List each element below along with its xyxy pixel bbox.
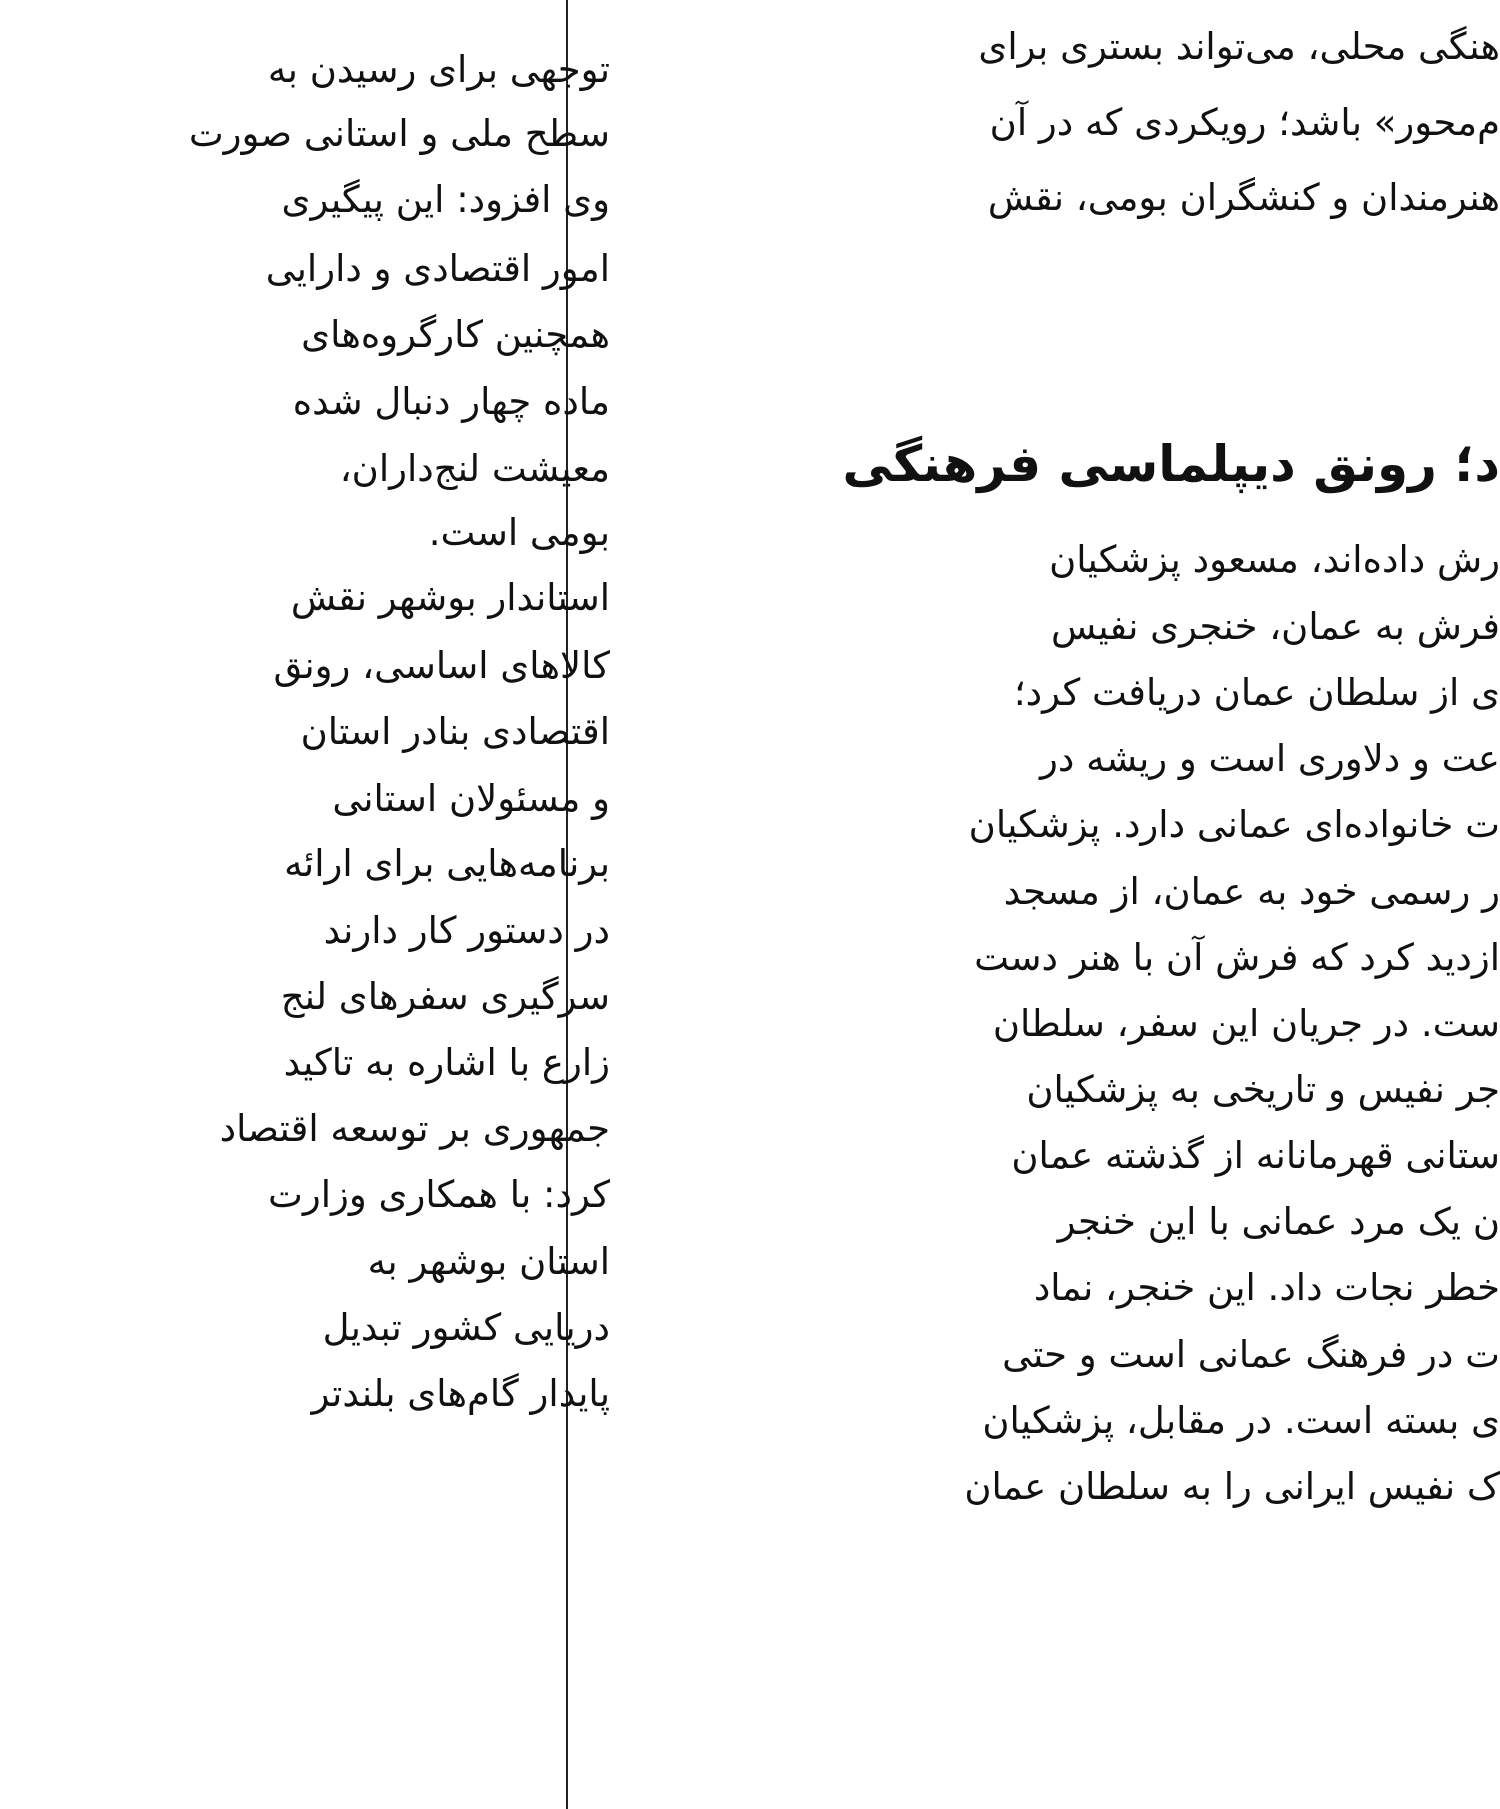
right-body-line: ت خانواده‌ای عمانی دارد. پزشکیان [968, 803, 1500, 846]
left-line: همچنین کارگروه‌های [301, 313, 610, 356]
left-line: پایدار گام‌های بلندتر [311, 1372, 610, 1415]
right-body-line: ر رسمی خود به عمان، از مسجد [1003, 870, 1500, 913]
left-line: زارع با اشاره به تاکید [283, 1041, 610, 1084]
right-body-line: ی بسته است. در مقابل، پزشکیان [982, 1399, 1500, 1442]
right-body-line: جر نفیس و تاریخی به پزشکیان [1026, 1068, 1500, 1111]
left-line: ماده چهار دنبال شده [292, 380, 610, 423]
left-line: سطح ملی و استانی صورت [188, 112, 610, 155]
left-line: برنامه‌هایی برای ارائه [284, 842, 610, 885]
right-body-line: ک نفیس ایرانی را به سلطان عمان [964, 1465, 1500, 1508]
right-body-line: ن یک مرد عمانی با این خنجر [1057, 1200, 1500, 1243]
left-line: جمهوری بر توسعه اقتصاد [219, 1107, 610, 1150]
left-line: کالاهای اساسی، رونق [273, 644, 610, 687]
left-article-column [0, 0, 610, 1809]
left-line: کرد: با همکاری وزارت [268, 1173, 610, 1216]
left-line: بومی است. [428, 511, 610, 554]
left-line: معیشت لنج‌داران، [339, 447, 610, 490]
right-body-line: عت و دلاوری است و ریشه در [1040, 737, 1500, 780]
right-body-line: ت در فرهنگ عمانی است و حتی [1002, 1333, 1500, 1376]
left-line: توجهی برای رسیدن به [267, 48, 610, 91]
left-line: در دستور کار دارند [323, 909, 610, 952]
left-line: امور اقتصادی و دارایی [265, 247, 610, 290]
right-body-line: ازدید کرد که فرش آن با هنر دست [974, 936, 1500, 979]
right-body-line: فرش به عمان، خنجری نفیس [1051, 605, 1500, 648]
left-line: استاندار بوشهر نقش [290, 576, 610, 619]
right-top-line: م‌محور» باشد؛ رویکردی که در آن [989, 101, 1500, 144]
section-headline: د؛ رونق دیپلماسی فرهنگی [842, 435, 1500, 493]
right-body-line: رش داده‌اند، مسعود پزشکیان [1049, 538, 1500, 581]
right-body-line: خطر نجات داد. این خنجر، نماد [1033, 1266, 1500, 1309]
left-line: وی افزود: این پیگیری [281, 178, 610, 221]
left-line: دریایی کشور تبدیل [322, 1306, 610, 1349]
right-body-line: ستانی قهرمانانه از گذشته عمان [1011, 1134, 1500, 1177]
right-body-line: ی از سلطان عمان دریافت کرد؛ [1013, 671, 1500, 714]
right-body-line: ست. در جریان این سفر، سلطان [992, 1002, 1500, 1045]
left-line: اقتصادی بنادر استان [300, 710, 610, 753]
right-article-column [790, 0, 1500, 1809]
left-line: سرگیری سفرهای لنج [280, 975, 610, 1018]
left-line: استان بوشهر به [367, 1240, 610, 1283]
left-line: و مسئولان استانی [332, 777, 610, 820]
right-top-line: هنرمندان و کنشگران بومی، نقش [987, 176, 1500, 219]
right-top-line: هنگی محلی، می‌تواند بستری برای [978, 25, 1500, 68]
